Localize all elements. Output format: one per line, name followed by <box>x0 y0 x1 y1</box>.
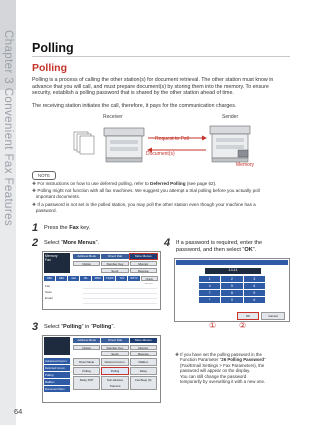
polling-diagram <box>60 120 260 168</box>
keypad-key[interactable]: 7 <box>199 290 220 296</box>
menu-item[interactable]: Polling <box>44 372 70 378</box>
alpha-key[interactable]: WXYZ <box>130 277 138 280</box>
status-panel <box>44 337 70 355</box>
send-row <box>101 268 157 273</box>
chapter-label <box>2 30 15 420</box>
menu-grid-item[interactable]: Sub-Address Transmit <box>101 376 128 390</box>
request-label: Request to Poll <box>155 136 189 142</box>
intro-line: security, establish a polling password that is shared by the other station ahead of time. <box>32 90 234 97</box>
cancel-button[interactable]: Cancel <box>261 312 285 320</box>
menu-grid-item[interactable]: Deferred Comm. <box>101 358 128 366</box>
status-panel <box>44 253 70 273</box>
tab-direct-dial[interactable]: Direct Dial <box>101 338 128 343</box>
monitor-button[interactable]: Monitor <box>130 345 157 350</box>
step-3-text: Select “Polling” in “Polling”. <box>44 324 115 330</box>
alpha-key[interactable]: PQRS <box>106 277 114 280</box>
keypad-key[interactable]: 1 <box>199 276 220 282</box>
memory-label: Memory <box>236 162 255 168</box>
menu-grid-item[interactable]: Relay XMT <box>73 376 100 390</box>
tab-more-menus[interactable]: More Menus <box>130 254 157 259</box>
memory-icon <box>238 150 248 157</box>
chapter-title: Chapter 3 Convenient Fax Features <box>2 30 14 227</box>
keypad-key[interactable]: 2 <box>221 276 242 282</box>
menu-grid-item[interactable]: Direct Mode <box>73 358 100 366</box>
intro-line: Polling is a process of calling the other station(s) for document retrieval. The other station must know in <box>32 77 274 83</box>
alpha-key[interactable]: GHI <box>68 276 79 281</box>
keypad <box>199 276 265 303</box>
alpha-key[interactable]: TUV <box>116 276 127 281</box>
documents-label: Document(s) <box>146 151 175 157</box>
page-title: Polling <box>32 41 74 55</box>
step-number: 3 <box>32 321 39 333</box>
tab-bar <box>73 254 157 259</box>
note-line: (Fax/Email Settings > Fax Parameters), the <box>180 362 265 368</box>
polling-button[interactable]: Polling <box>101 367 128 375</box>
step-line: If a password is required, enter the <box>176 240 263 246</box>
step-1-text: Press the Fax key. <box>44 225 91 231</box>
note-line: password will appear on the display. <box>180 368 251 374</box>
step-4-text <box>176 240 262 254</box>
option-row <box>73 261 157 266</box>
tab-bar <box>73 338 157 343</box>
keypad-key[interactable]: * <box>199 297 220 303</box>
menu-list <box>44 358 70 392</box>
sender-label: Sender <box>222 114 239 120</box>
keypad-key[interactable]: 0 <box>221 297 242 303</box>
menu-grid <box>73 358 157 390</box>
alpha-key[interactable]: JKL <box>80 276 91 281</box>
side-note <box>175 352 291 384</box>
password-screen <box>174 258 290 322</box>
step-number: 2 <box>32 237 39 249</box>
note-line: ❖ If you have set the polling password in the <box>175 352 262 357</box>
fax-screen <box>42 251 161 310</box>
document-stack-icon <box>74 132 94 154</box>
more-menus-screen <box>42 335 161 403</box>
address-list <box>83 284 157 306</box>
menu-grid-item[interactable]: Relay <box>130 367 157 375</box>
step-number: 1 <box>32 222 39 234</box>
note-bullet: ❖ For instructions on how to use deferred polling, refer to Deferred Polling (see page 62). <box>32 181 217 186</box>
note-line: Function Parameter “26 Polling Password” <box>180 357 266 363</box>
number-key-button[interactable]: Number Key <box>101 345 128 350</box>
status-text: Fax <box>45 258 51 262</box>
send-button[interactable]: Send <box>101 268 129 273</box>
keypad-key[interactable]: 8 <box>221 290 242 296</box>
status-text: Memory <box>45 254 58 258</box>
tab-address-book[interactable]: Address Book <box>73 338 100 343</box>
menu-grid-item[interactable]: Fax Beep (0) <box>130 376 157 390</box>
alpha-key[interactable]: ABC <box>44 276 55 281</box>
ok-button[interactable]: OK <box>237 312 259 320</box>
check-comm-button[interactable]: Check <box>141 276 158 281</box>
title-divider <box>32 56 290 57</box>
alpha-row <box>44 276 158 281</box>
list-item: Fax <box>45 284 51 288</box>
option-row <box>73 345 157 350</box>
intro-paragraph-2 <box>32 103 292 110</box>
list-item: Scan <box>45 290 52 294</box>
option-button[interactable]: Option <box>73 345 100 350</box>
monitor-button[interactable]: Monitor <box>130 261 157 266</box>
menu-grid-item[interactable]: Mailbox <box>130 358 157 366</box>
step-line: password, and then select “OK”. <box>176 247 257 253</box>
keypad-key[interactable]: 5 <box>221 283 242 289</box>
menu-item[interactable]: Document Mem. <box>44 386 70 392</box>
receive-button[interactable]: Receive <box>130 351 158 356</box>
option-button[interactable]: Option <box>73 261 100 266</box>
receiver-label: Receiver <box>103 114 123 120</box>
note-bullet: ❖ If a password is not set in the polled station, you may poll the other station even though your machine has a password. <box>32 202 256 213</box>
keypad-key[interactable]: 9 <box>244 290 265 296</box>
tab-direct-dial[interactable]: Direct Dial <box>101 254 128 259</box>
tab-address-book[interactable]: Address Book <box>73 254 100 259</box>
send-button[interactable]: Send <box>101 351 129 356</box>
screen-header <box>176 260 288 265</box>
password-display: 1111 <box>205 268 261 274</box>
send-row <box>101 351 157 356</box>
callout-2: ② <box>239 321 247 330</box>
number-key-button[interactable]: Number Key <box>101 261 128 266</box>
note-badge: NOTE <box>32 171 56 180</box>
step-number: 4 <box>164 237 171 249</box>
intro-line: advance that you will call, and must prepare document(s) by storing them into the memory. To ensure <box>32 83 269 90</box>
callout-1: ① <box>209 321 217 330</box>
menu-item[interactable]: Advanced Comm. <box>44 358 70 364</box>
receive-button[interactable]: Receive <box>130 268 158 273</box>
step-2-text: Select “More Menus”. <box>44 240 100 246</box>
intro-line: The receiving station initiates the call, therefore, it pays for the communication charges. <box>32 103 237 109</box>
intro-paragraph <box>32 77 292 97</box>
menu-grid-item[interactable]: Polling <box>73 367 100 375</box>
menu-item[interactable]: Mailbox <box>44 379 70 385</box>
note-line: temporarily by overwriting it with a new one. <box>180 379 266 385</box>
keypad-key[interactable]: 4 <box>199 283 220 289</box>
alpha-key[interactable]: DEF <box>56 276 67 281</box>
alpha-key[interactable]: MNO <box>92 276 103 281</box>
page-number: 64 <box>14 407 23 416</box>
note-bullet: ❖ Polling might not function with all fax machines. We suggest you attempt a trial polling before you actually poll important documents. <box>32 188 260 199</box>
keypad-key[interactable]: 6 <box>244 283 265 289</box>
note-line: You can still change the password <box>180 373 247 379</box>
keypad-key[interactable]: # <box>244 297 265 303</box>
keypad-key[interactable]: 3 <box>244 276 265 282</box>
section-title: Polling <box>32 62 67 74</box>
receiver-copier-icon <box>104 128 144 162</box>
list-item: Email <box>45 296 53 300</box>
tab-more-menus[interactable]: More Menus <box>130 338 157 343</box>
menu-item[interactable]: Deferred Comm. <box>44 365 70 371</box>
